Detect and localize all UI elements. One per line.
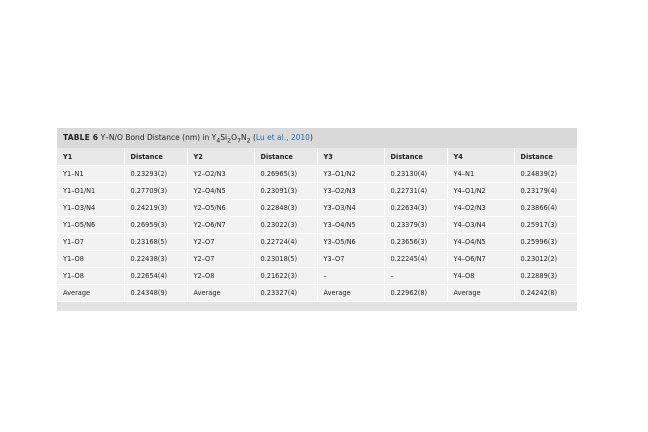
distance-cell: 0.22654(4) [124,268,187,285]
distance-cell: 0.24348(9) [124,285,187,302]
table-row [57,234,577,251]
table-row [57,166,577,183]
bond-cell: Y2–O7 [187,234,254,251]
bond-cell: – [317,268,384,285]
distance-cell: 0.23018(5) [254,251,317,268]
header-cell: Distance [124,148,187,166]
header-cell: Distance [254,148,317,166]
distance-cell: 0.23379(3) [384,217,447,234]
distance-cell: 0.26965(3) [254,166,317,183]
distance-cell: 0.22962(8) [384,285,447,302]
table-footer-bar [57,301,577,311]
distance-cell: 0.26959(3) [124,217,187,234]
distance-cell: 0.27709(3) [124,183,187,200]
distance-cell: 0.23022(3) [254,217,317,234]
citation-link[interactable]: Lu et al., 2010 [255,133,310,142]
distance-cell: 0.24839(2) [514,166,577,183]
distance-cell: 0.22724(4) [254,234,317,251]
distance-cell: 0.23091(3) [254,183,317,200]
bond-cell: Y3–O2/N3 [317,183,384,200]
bond-cell: Y2–O6/N7 [187,217,254,234]
bond-cell: Y3–O3/N4 [317,200,384,217]
header-cell: Y2 [187,148,254,166]
formula-part: O [231,133,237,142]
distance-cell: 0.23293(2) [124,166,187,183]
header-row [57,148,577,166]
distance-cell: 0.23179(4) [514,183,577,200]
bond-cell: Y3–O1/N2 [317,166,384,183]
formula-part: N [240,133,247,142]
distance-cell: 0.23168(5) [124,234,187,251]
header-cell: Y1 [63,152,73,161]
bond-cell: Y3–O7 [317,251,384,268]
bond-cell: Y1–N1 [57,166,124,183]
table-row [57,251,577,268]
bond-cell: Y4–O4/N5 [447,234,514,251]
bond-cell: Y2–O7 [187,251,254,268]
table-row [57,268,577,285]
distance-cell: 0.23130(4) [384,166,447,183]
bond-cell: Y4–O3/N4 [447,217,514,234]
table-label: TABLE 6 [63,133,99,142]
bond-cell: Y3–O5/N6 [317,234,384,251]
bond-cell: Y1–O8 [57,251,124,268]
formula-part: Si [220,133,228,142]
distance-cell: – [384,268,447,285]
formula-subscript: 2 [227,137,232,145]
formula-subscript: 7 [236,137,241,145]
bond-cell: Y1–O1/N1 [57,183,124,200]
distance-cell: 0.22438(3) [124,251,187,268]
bond-cell: Y4–O6/N7 [447,251,514,268]
distance-cell: 0.24219(3) [124,200,187,217]
distance-cell: 0.23012(2) [514,251,577,268]
formula-subscript: 4 [216,137,221,145]
distance-cell: 0.23656(3) [384,234,447,251]
bond-cell: Y1–O5/N6 [57,217,124,234]
distance-cell: 0.22848(3) [254,200,317,217]
average-row [57,285,577,302]
distance-cell: 0.22245(4) [384,251,447,268]
bond-cell: Y1–O3/N4 [57,200,124,217]
bond-cell: Y1–O7 [57,234,124,251]
bond-cell: Y3–O4/N5 [317,217,384,234]
table-caption [57,128,577,148]
distance-cell: 0.25917(3) [514,217,577,234]
table-row [57,217,577,234]
bond-cell: Y2–O5/N6 [187,200,254,217]
distance-cell: 0.23327(4) [254,285,317,302]
distance-cell: 0.23866(4) [514,200,577,217]
distance-cell: 0.22634(3) [384,200,447,217]
bond-cell: Average [57,285,124,302]
bond-cell: Y4–O1/N2 [447,183,514,200]
bond-cell: Y2–O8 [187,268,254,285]
header-cell: Y4 [447,148,514,166]
distance-cell: 0.24242(8) [514,285,577,302]
bond-cell: Y2–O4/N5 [187,183,254,200]
distance-cell: 0.22889(3) [514,268,577,285]
bond-cell: Average [187,285,254,302]
bond-cell: Y4–N1 [447,166,514,183]
distance-cell: 0.25996(3) [514,234,577,251]
distance-cell: 0.22731(4) [384,183,447,200]
formula-subscript: 2 [246,137,251,145]
data-table [57,148,577,301]
caption-paren-close: ) [309,133,313,142]
bond-cell: Average [317,285,384,302]
distance-cell: 0.21622(3) [254,268,317,285]
bond-cell: Y4–O8 [447,268,514,285]
caption-paren-open: ( [250,133,256,142]
bond-cell: Y1–O8 [57,268,124,285]
table-row [57,200,577,217]
bond-distance-table-block [57,128,577,311]
header-cell: Distance [514,148,577,166]
bond-cell: Y2–O2/N3 [187,166,254,183]
bond-cell: Y4–O2/N3 [447,200,514,217]
table-row [57,183,577,200]
header-cell: Distance [384,148,447,166]
header-cell: Y3 [317,148,384,166]
caption-title-start: Y–N/O Bond Distance (nm) in Y [98,133,217,142]
bond-cell: Average [447,285,514,302]
